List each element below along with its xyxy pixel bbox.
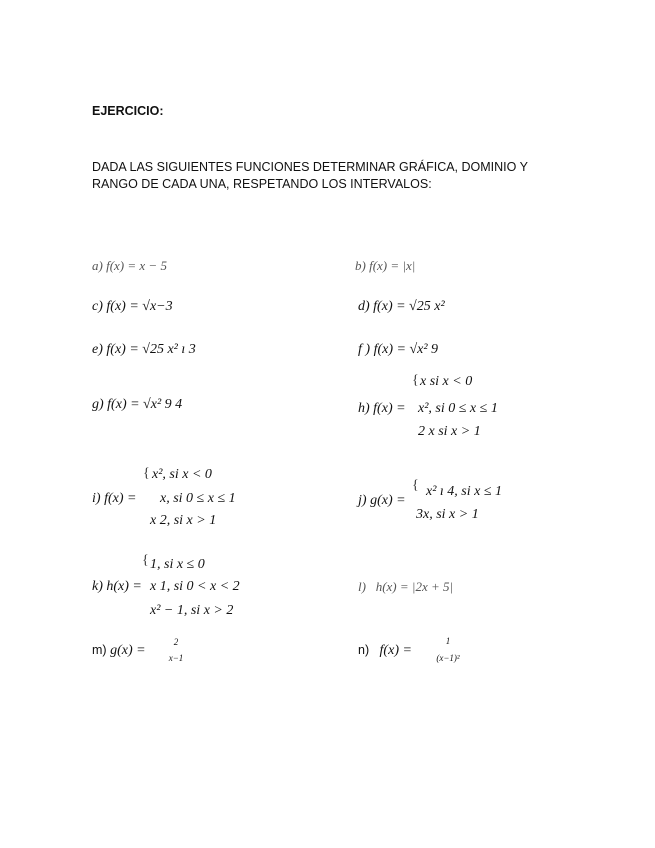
h-brace-icon: {: [412, 373, 419, 388]
exercise-n: [358, 643, 412, 659]
exercise-b-label: b): [355, 258, 366, 273]
exercise-f-label: f ): [358, 342, 371, 357]
exercise-i: [92, 491, 136, 507]
exercise-e: [92, 342, 196, 358]
exercise-h: [358, 401, 406, 417]
exercise-m: [92, 643, 146, 659]
exercise-m-prefix: g(x) =: [110, 643, 146, 658]
exercise-heading: EJERCICIO:: [92, 104, 164, 118]
exercise-f: [358, 342, 438, 358]
exercise-h-case-1: x si x < 0: [420, 374, 473, 389]
exercise-e-label: e): [92, 342, 103, 357]
exercise-j-case-1: x² ı 4, si x ≤ 1: [426, 484, 503, 499]
i-brace-icon: {: [143, 466, 150, 481]
exercise-g-label: g): [92, 397, 104, 412]
exercise-k-case-3: x² − 1, si x > 2: [150, 603, 234, 618]
exercise-c: [92, 299, 173, 315]
exercise-j-label: j): [358, 493, 367, 508]
exercise-d-expr: f(x) = √25 x²: [373, 299, 445, 314]
exercise-n-numerator: 1: [445, 636, 451, 646]
exercise-d-label: d): [358, 299, 370, 314]
exercise-g: [92, 397, 182, 413]
exercise-a-label: a): [92, 258, 103, 273]
exercise-d: [358, 299, 445, 315]
instructions-text: [92, 159, 570, 193]
exercise-h-prefix: f(x) =: [373, 401, 406, 416]
exercise-e-expr: f(x) = √25 x² ı 3: [106, 342, 196, 357]
instructions-line-1: DADA LAS SIGUIENTES FUNCIONES DETERMINAR GRÁFICA, DOMINIO Y: [92, 160, 528, 174]
exercise-n-denominator: (x−1)²: [436, 653, 460, 663]
exercise-c-label: c): [92, 299, 103, 314]
exercise-j-case-2: 3x, si x > 1: [416, 507, 479, 522]
k-brace-icon: {: [142, 553, 149, 568]
exercise-m-numerator: 2: [173, 637, 179, 647]
exercise-k-label: k): [92, 579, 103, 594]
exercise-l-label: l): [358, 579, 366, 594]
exercise-j-prefix: g(x) =: [370, 493, 406, 508]
exercise-f-expr: f(x) = √x² 9: [373, 342, 439, 357]
exercise-k: [92, 579, 142, 595]
exercise-h-case-3: 2 x si x > 1: [418, 424, 481, 439]
exercise-a-expr: f(x) = x − 5: [106, 258, 167, 273]
exercise-i-prefix: f(x) =: [104, 491, 137, 506]
j-brace-icon: {: [412, 478, 419, 493]
exercise-m-denominator: x−1: [168, 653, 184, 663]
exercise-b-expr: f(x) = |x|: [369, 258, 416, 273]
exercise-i-label: i): [92, 491, 101, 506]
exercise-h-label: h): [358, 401, 370, 416]
exercise-a: [92, 258, 167, 274]
exercise-i-case-1: x², si x < 0: [152, 467, 212, 482]
exercise-h-case-2: x², si 0 ≤ x ≤ 1: [418, 401, 498, 416]
exercise-g-expr: f(x) = √x² 9 4: [107, 397, 183, 412]
exercise-l-expr: h(x) = |2x + 5|: [375, 579, 454, 594]
exercise-n-label: n): [358, 643, 370, 657]
exercise-m-label: m): [92, 643, 107, 657]
exercise-i-case-2: x, si 0 ≤ x ≤ 1: [160, 491, 236, 506]
exercise-b: [355, 258, 415, 274]
exercise-l: [358, 579, 453, 595]
instructions-line-2: RANGO DE CADA UNA, RESPETANDO LOS INTERVALOS:: [92, 177, 432, 191]
exercise-k-case-2: x 1, si 0 < x < 2: [150, 579, 240, 594]
exercise-i-case-3: x 2, si x > 1: [150, 513, 217, 528]
exercise-j: [358, 493, 406, 509]
exercise-k-case-1: 1, si x ≤ 0: [150, 557, 205, 572]
exercise-k-prefix: h(x) =: [106, 579, 142, 594]
exercise-c-expr: f(x) = √x−3: [106, 299, 173, 314]
exercise-n-prefix: f(x) =: [379, 643, 412, 658]
